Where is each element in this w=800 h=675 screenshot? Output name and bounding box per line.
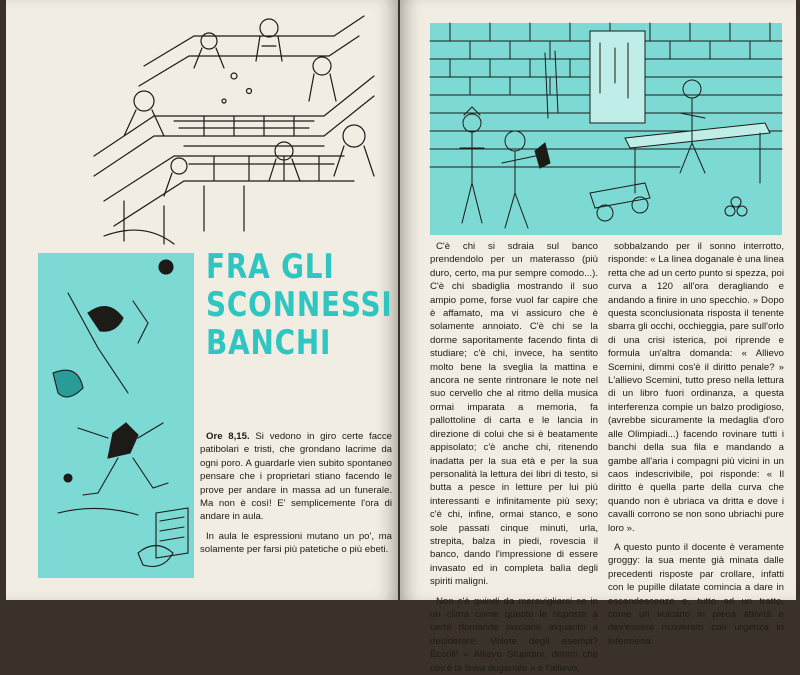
left-paragraph-2: In aula le espressioni mutano un po', ma solamente per farsi più patetiche o più ebeti. [200,530,392,556]
armory-cartoon [430,23,782,235]
left-page [6,0,398,600]
right-page [400,0,796,674]
title-line-2: SCONNESSI [206,285,393,326]
left-paragraph-1-body: Si vedono in giro certe facce patibolari e tristi, che grondano lacrime da ogni poro. A guardarle vien subito spontaneo pensare che i proprietari stiano facendo le prove per andare in massa ad un funerale. Ma non è così! E' semplicemente l'ora di andare in aula. [200,431,392,523]
right-col1-paragraph-2: Non c'è quindi da meravigliarsi se in un clima come questo le risposte a certe domande lasciano alquanto a desiderare. Volete degli esempi? Eccoli! « Allievo Stupidini, dimmi che cos'è la linea doganale » e l'allievo, [430,595,598,674]
juggler-cartoon [38,253,194,578]
left-column-text [200,430,392,557]
right-column-2 [608,240,784,648]
right-col2-paragraph-2: A questo punto il docente è veramente groggy: la sua mente già minata dalle precedenti risposte par crollare, infatti con le pupille dilatate comincia a dare in escandescenze e, tutto ad un tratto, come un vulcano in piena attività e dev'essere ricoverato con urgenza in infermeria. [608,541,784,647]
right-col1-paragraph-1: C'è chi si sdraia sul banco prendendolo per un materasso (più duro, certo, ma pur sempre comodo...). C'è chi sbadiglia mostrando il suo ampio pome, forse vuol far capire che è affamato, ma vi assicuro che è solamente annoiato. C'è chi se la dorme saporitamente facendo finta di studiare; c'è chi, invece, ha sentito molto bene la sveglia la mattina e ancora ne sente rintronare le note nel suo cervello che al ritmo della musica ormai imparata a memoria, fa pallottoline di carta e le lancia in direzione di colui che si è beatamente appisolato; c'è anche chi, ritenendo inadatta per la sua età e per la sua personalità la lettura dei libri di testo, si butta a pesce in letture per lui più interessanti e infinitamente più sexy; c'è chi, infine, ormai stanco, e sono sole passati cinque minuti, urla, strepita, balza in piedi, rovescia il banco, dando l'impressione di essere invasato ed in completa balìa degli spiriti maligni. [430,241,598,588]
title-line-1: FRA GLI [206,247,335,287]
article-title [206,247,393,364]
right-col2-paragraph-1: sobbalzando per il sonno interrotto, risponde: « La linea doganale è una linea retta che ad un certo punto si spezza, poi curva a 120 all'ora deragliando e andando a finire in uno specchio. » Dopo questa sconclusionata risposta il tenente sbarra gli occhi, occhieggia, pare sull'orlo di una crisi isterica, poi riprende e formula un'altra domanda: « Allievo Scemini, dimmi cos'è il diritto penale? » L'allievo Scemini, tutto preso nella lettura di un libro fuori ordinanza, a questa interferenza compie un balzo prodigioso, (avrebbe sicuramente la medaglia d'oro alle Olimpiadi...) facendo rovinare tutti i banchi della sua fila e mandando a gambe all'aria i compagni più vicini in un caos indescrivibile, poi risponde: « Il diritto è quella parte della curva che quando non è ubriaca va dritta e dove i cavalli corrono se non sono ubriachi pure loro ». [608,241,784,534]
time-lead: Ore 8,15. [206,431,250,442]
left-paragraph-1 [200,430,392,524]
right-column-1 [430,240,598,675]
title-line-3: BANCHI [206,323,332,364]
classroom-cartoon [84,6,384,246]
